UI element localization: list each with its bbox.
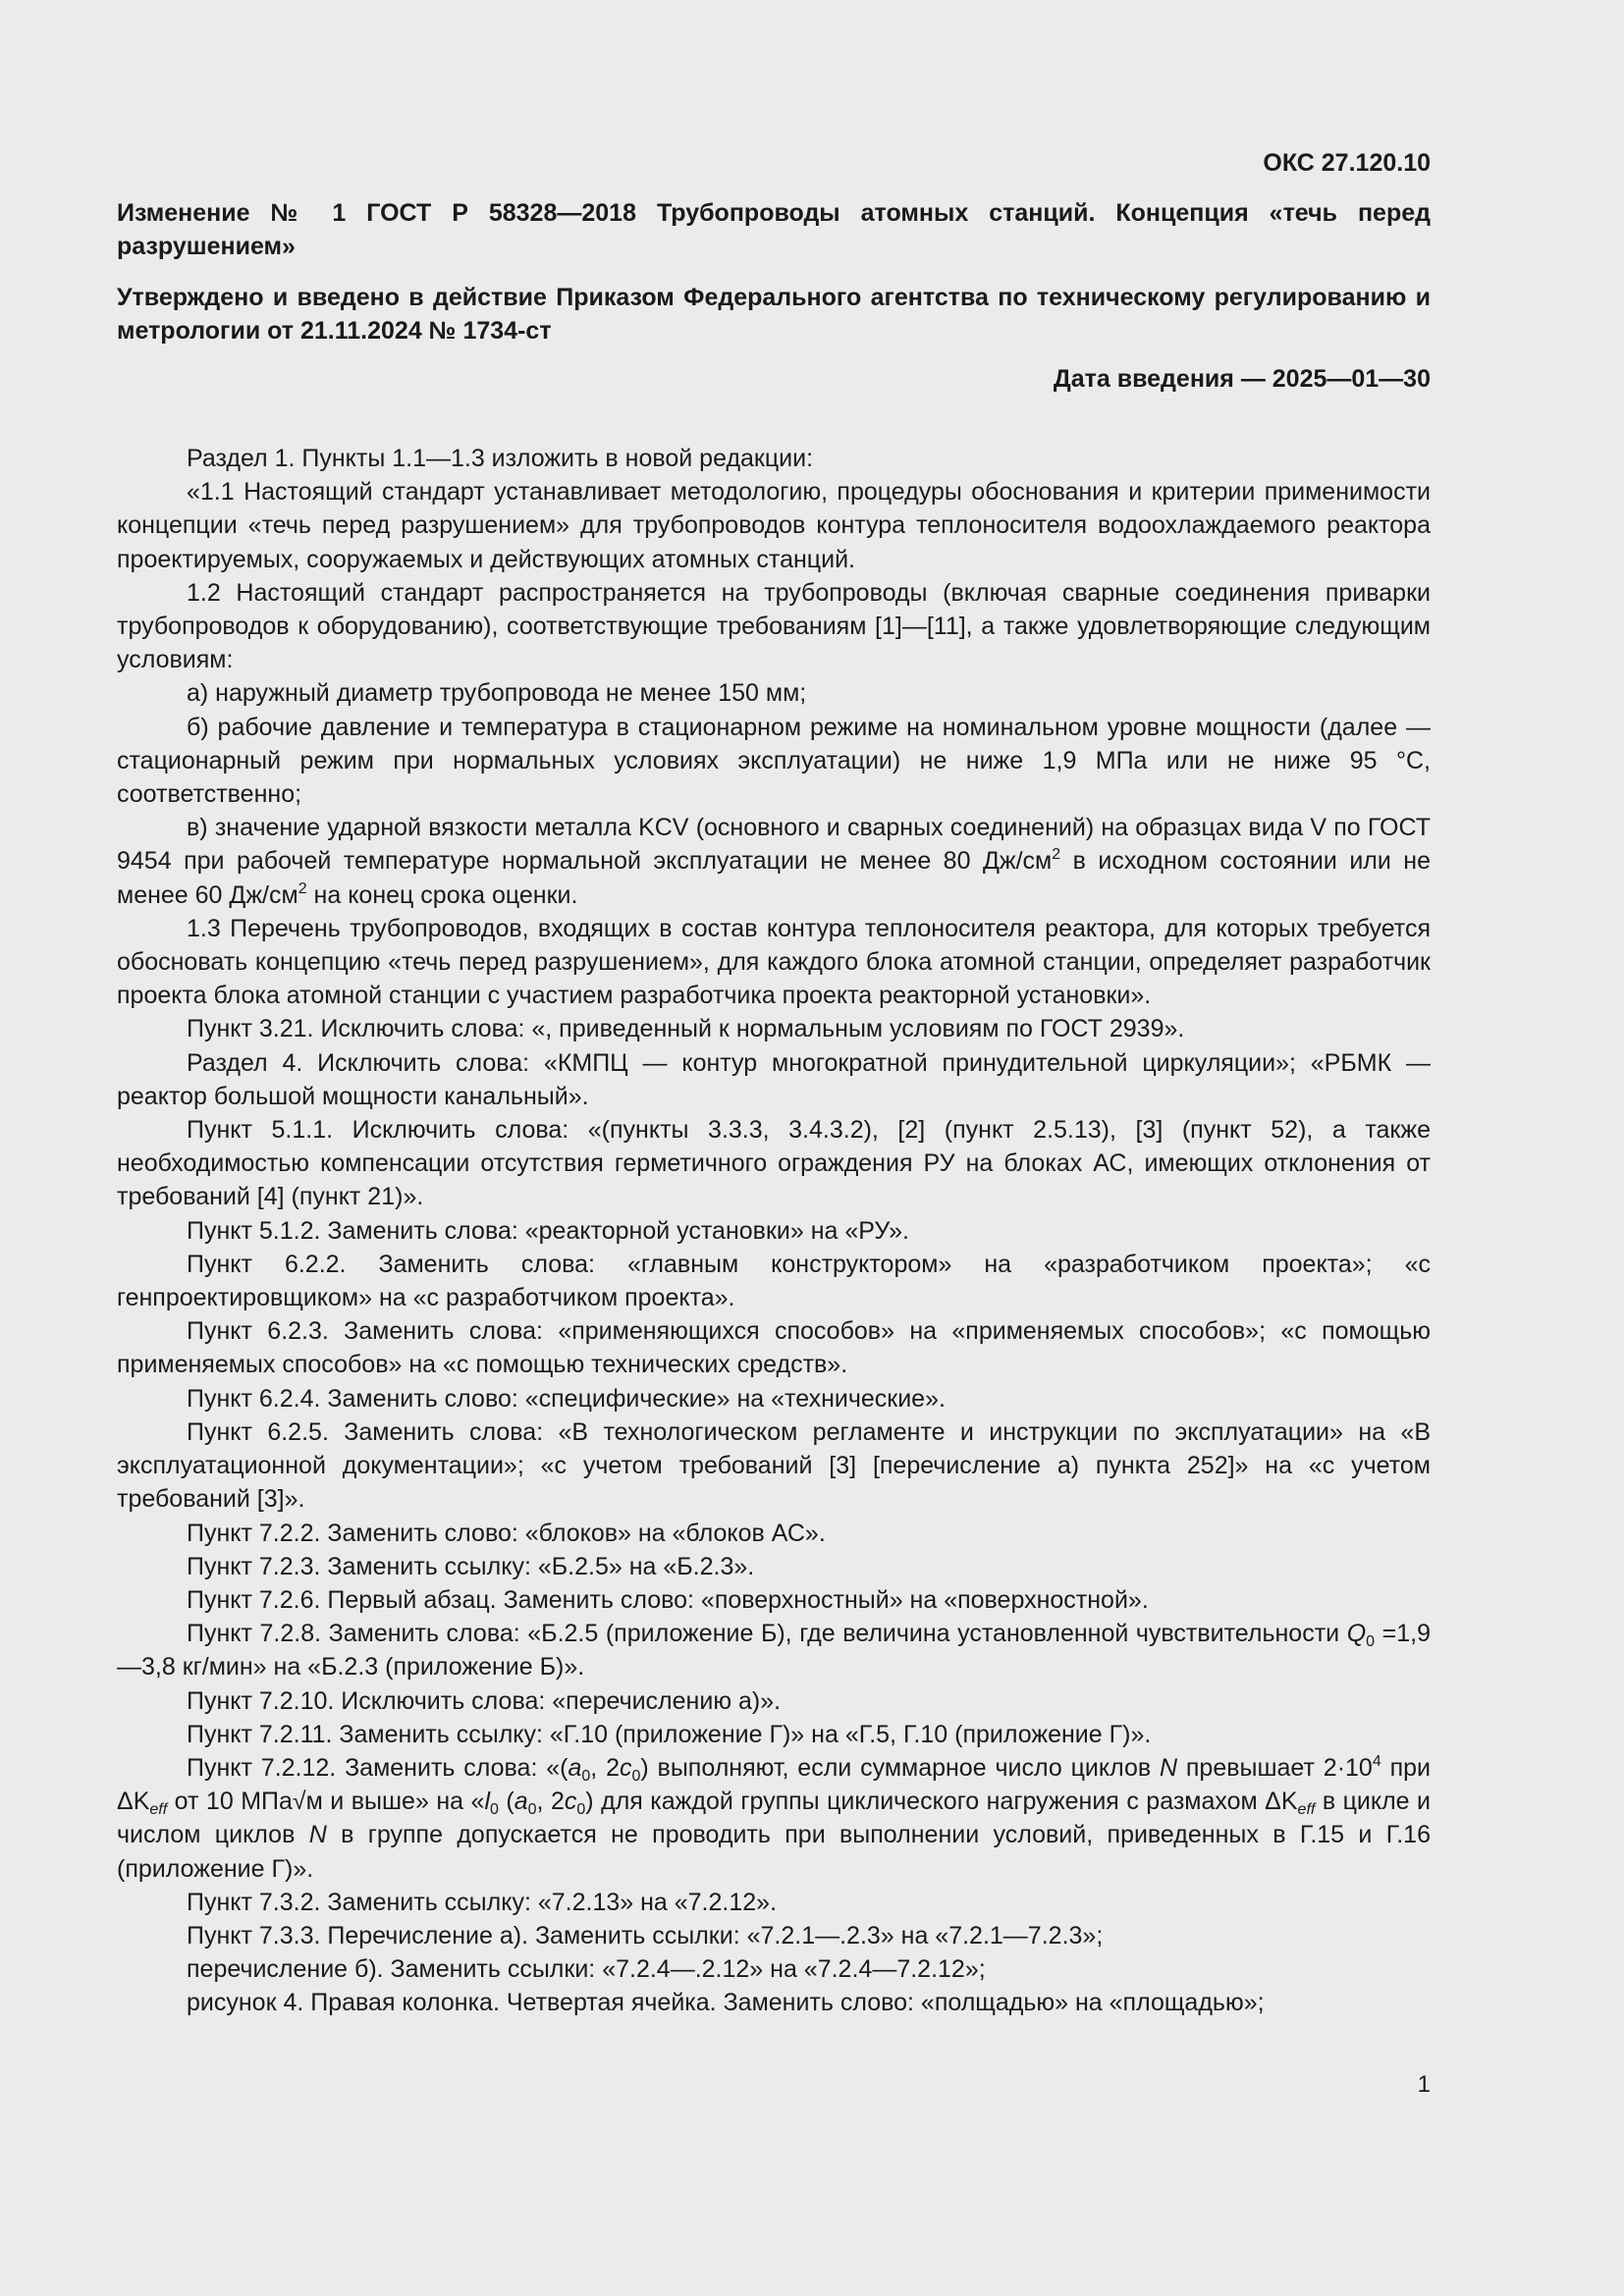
text-run: Пункт 7.2.12. Заменить слова: «( xyxy=(187,1753,568,1782)
subscript xyxy=(149,1801,167,1818)
oks-code: ОКС 27.120.10 xyxy=(1263,149,1431,177)
superscript: 4 xyxy=(1372,1752,1381,1770)
formula-symbol: l xyxy=(484,1788,491,1816)
text-run: при ΔK xyxy=(117,1753,1432,1816)
paragraph xyxy=(117,1751,1431,1886)
formula-symbol: a xyxy=(568,1753,582,1782)
text-run: ) выполняют, если суммарное число циклов xyxy=(640,1753,1160,1782)
formula-symbol: N xyxy=(1159,1753,1178,1782)
text-run: в группе допускается не проводить при выполнении условий, приведенных в Г.15 и Г.16 (приложение Г)». xyxy=(117,1821,1431,1883)
formula-symbol: a xyxy=(514,1788,528,1816)
subscript xyxy=(1298,1801,1316,1818)
paragraph: Пункт 7.2.10. Исключить слова: «перечислению а)». xyxy=(187,1686,782,1715)
paragraph: Пункт 5.1.1. Исключить слова: «(пункты 3.3.3, 3.4.3.2), [2] (пункт 2.5.13), [3] (пункт 52), а также необходимостью компенсации отсутствия герметичного ограждения РУ на блоках АС, имеющих отклонения от требований [4] (пункт 21)». xyxy=(117,1116,1431,1211)
subscript: 0 xyxy=(631,1767,641,1785)
subscript: 0 xyxy=(576,1801,586,1819)
paragraph: рисунок 4. Правая колонка. Четвертая ячейка. Заменить слово: «полщадью» на «площадью»; xyxy=(187,1989,1265,2017)
text-run: Пункт 7.2.8. Заменить слова: «Б.2.5 (приложение Б), где величина установленной чувствительности xyxy=(187,1620,1347,1648)
paragraph: 1.2 Настоящий стандарт распространяется на трубопроводы (включая сварные соединения приварки трубопроводов к оборудованию), соответствующие требованиям [1]—[11], а также удовлетворяющие следующим условиям: xyxy=(117,578,1431,674)
text-run: ( xyxy=(498,1788,514,1816)
paragraph: Пункт 7.2.2. Заменить слово: «блоков» на «блоков АС». xyxy=(187,1519,826,1547)
text-run: от 10 МПа√м и выше» на « xyxy=(167,1788,485,1816)
paragraph: Раздел 4. Исключить слова: «КМПЦ — контур многократной принудительной циркуляции»; «РБМК — реактор большой мощности канальный». xyxy=(117,1048,1431,1110)
paragraph: Пункт 6.2.2. Заменить слова: «главным конструктором» на «разработчиком проекта»; «с генпроектировщиком» на «с разработчиком проекта». xyxy=(117,1250,1431,1312)
amendment-title: Изменение № 1 ГОСТ Р 58328—2018 Трубопроводы атомных станций. Концепция «течь перед разрушением» xyxy=(117,199,1431,260)
paragraph: Пункт 7.2.11. Заменить ссылку: «Г.10 (приложение Г)» на «Г.5, Г.10 (приложение Г)». xyxy=(187,1720,1152,1748)
paragraph: Пункт 7.3.3. Перечисление а). Заменить ссылки: «7.2.1—.2.3» на «7.2.1—7.2.3»; xyxy=(187,1921,1104,1949)
paragraph: Раздел 1. Пункты 1.1—1.3 изложить в новой редакции: xyxy=(187,445,814,472)
introduction-date: Дата введения — 2025—01—30 xyxy=(1053,365,1431,393)
text-run: в) значение ударной вязкости металла KCV (основного и сварных соединений) на образцах вида V по ГОСТ 9454 при рабочей температуре нормальной эксплуатации не менее 80 Дж/см xyxy=(117,814,1431,876)
formula-symbol: c xyxy=(564,1788,577,1816)
subscript: 0 xyxy=(1366,1633,1376,1651)
paragraph xyxy=(117,811,1431,912)
formula-subscript: eff xyxy=(1297,1801,1316,1819)
formula-symbol: Q xyxy=(1346,1620,1367,1648)
superscript: 2 xyxy=(298,880,307,897)
superscript: 2 xyxy=(1052,846,1061,864)
paragraph: 1.3 Перечень трубопроводов, входящих в состав контура теплоносителя реактора, для которых требуется обосновать концепцию «течь перед разрушением», для каждого блока атомной станции, определяет разработчик проекта блока атомной станции с участием разработчика проекта реакторной установки». xyxy=(117,914,1431,1010)
text-run: ) для каждой группы циклического нагружения с размахом ΔK xyxy=(585,1788,1298,1816)
paragraph: Пункт 5.1.2. Заменить слова: «реакторной установки» на «РУ». xyxy=(187,1216,909,1245)
paragraph: б) рабочие давление и температура в стационарном режиме на номинальном уровне мощности (далее — стационарный режим при нормальных условиях эксплуатации) не ниже 1,9 МПа или не ниже 95 °С, соответственно; xyxy=(117,713,1431,809)
document-body xyxy=(117,442,1431,2020)
text-run: =1,9—3,8 кг/мин» на «Б.2.3 (приложение Б)». xyxy=(117,1620,1431,1682)
text-run: в цикле и числом циклов xyxy=(117,1788,1432,1849)
text-run: на конец срока оценки. xyxy=(306,881,578,909)
paragraph: «1.1 Настоящий стандарт устанавливает методологию, процедуры обоснования и критерии применимости концепции «течь перед разрушением» для трубопроводов контура теплоносителя водоохлаждаемого реактора проектируемых, сооружаемых и действующих атомных станций. xyxy=(117,478,1431,573)
formula-subscript: eff xyxy=(149,1801,168,1819)
subscript: 0 xyxy=(490,1801,499,1819)
paragraph: а) наружный диаметр трубопровода не менее 150 мм; xyxy=(187,679,807,708)
paragraph: Пункт 6.2.5. Заменить слова: «В технологическом регламенте и инструкции по эксплуатации» на «В эксплуатационной документации»; «с учетом требований [3] [перечисление а) пункта 252]» на «с учетом требований [3]». xyxy=(117,1417,1431,1514)
paragraph xyxy=(117,1617,1431,1683)
paragraph: Пункт 7.2.6. Первый абзац. Заменить слово: «поверхностный» на «поверхностной». xyxy=(187,1585,1149,1614)
text-run: в исходном состоянии или не менее 60 Дж/см xyxy=(117,847,1432,909)
page-number: 1 xyxy=(1417,2071,1431,2098)
subscript: 0 xyxy=(581,1767,591,1785)
paragraph: Пункт 3.21. Исключить слова: «, приведенный к нормальным условиям по ГОСТ 2939». xyxy=(187,1015,1185,1043)
formula-symbol: c xyxy=(619,1753,632,1782)
paragraph: Пункт 7.2.3. Заменить ссылку: «Б.2.5» на «Б.2.3». xyxy=(187,1552,755,1580)
paragraph: Пункт 6.2.4. Заменить слово: «специфические» на «технические». xyxy=(187,1384,946,1413)
text-run: , 2 xyxy=(536,1788,565,1816)
approval-statement: Утверждено и введено в действие Приказом Федерального агентства по техническому регулированию и метрологии от 21.11.2024 № 1734-ст xyxy=(117,284,1431,345)
text-run: , 2 xyxy=(590,1753,620,1782)
formula-symbol: N xyxy=(308,1821,327,1849)
paragraph: Пункт 6.2.3. Заменить слова: «применяющихся способов» на «применяемых способов»; «с помощью применяемых способов» на «с помощью технических средств». xyxy=(117,1317,1431,1379)
paragraph: перечисление б). Заменить ссылки: «7.2.4—.2.12» на «7.2.4—7.2.12»; xyxy=(187,1955,986,1984)
subscript: 0 xyxy=(527,1801,537,1819)
paragraph: Пункт 7.3.2. Заменить ссылку: «7.2.13» на «7.2.12». xyxy=(187,1888,778,1916)
text-run: превышает 2·10 xyxy=(1177,1753,1373,1782)
